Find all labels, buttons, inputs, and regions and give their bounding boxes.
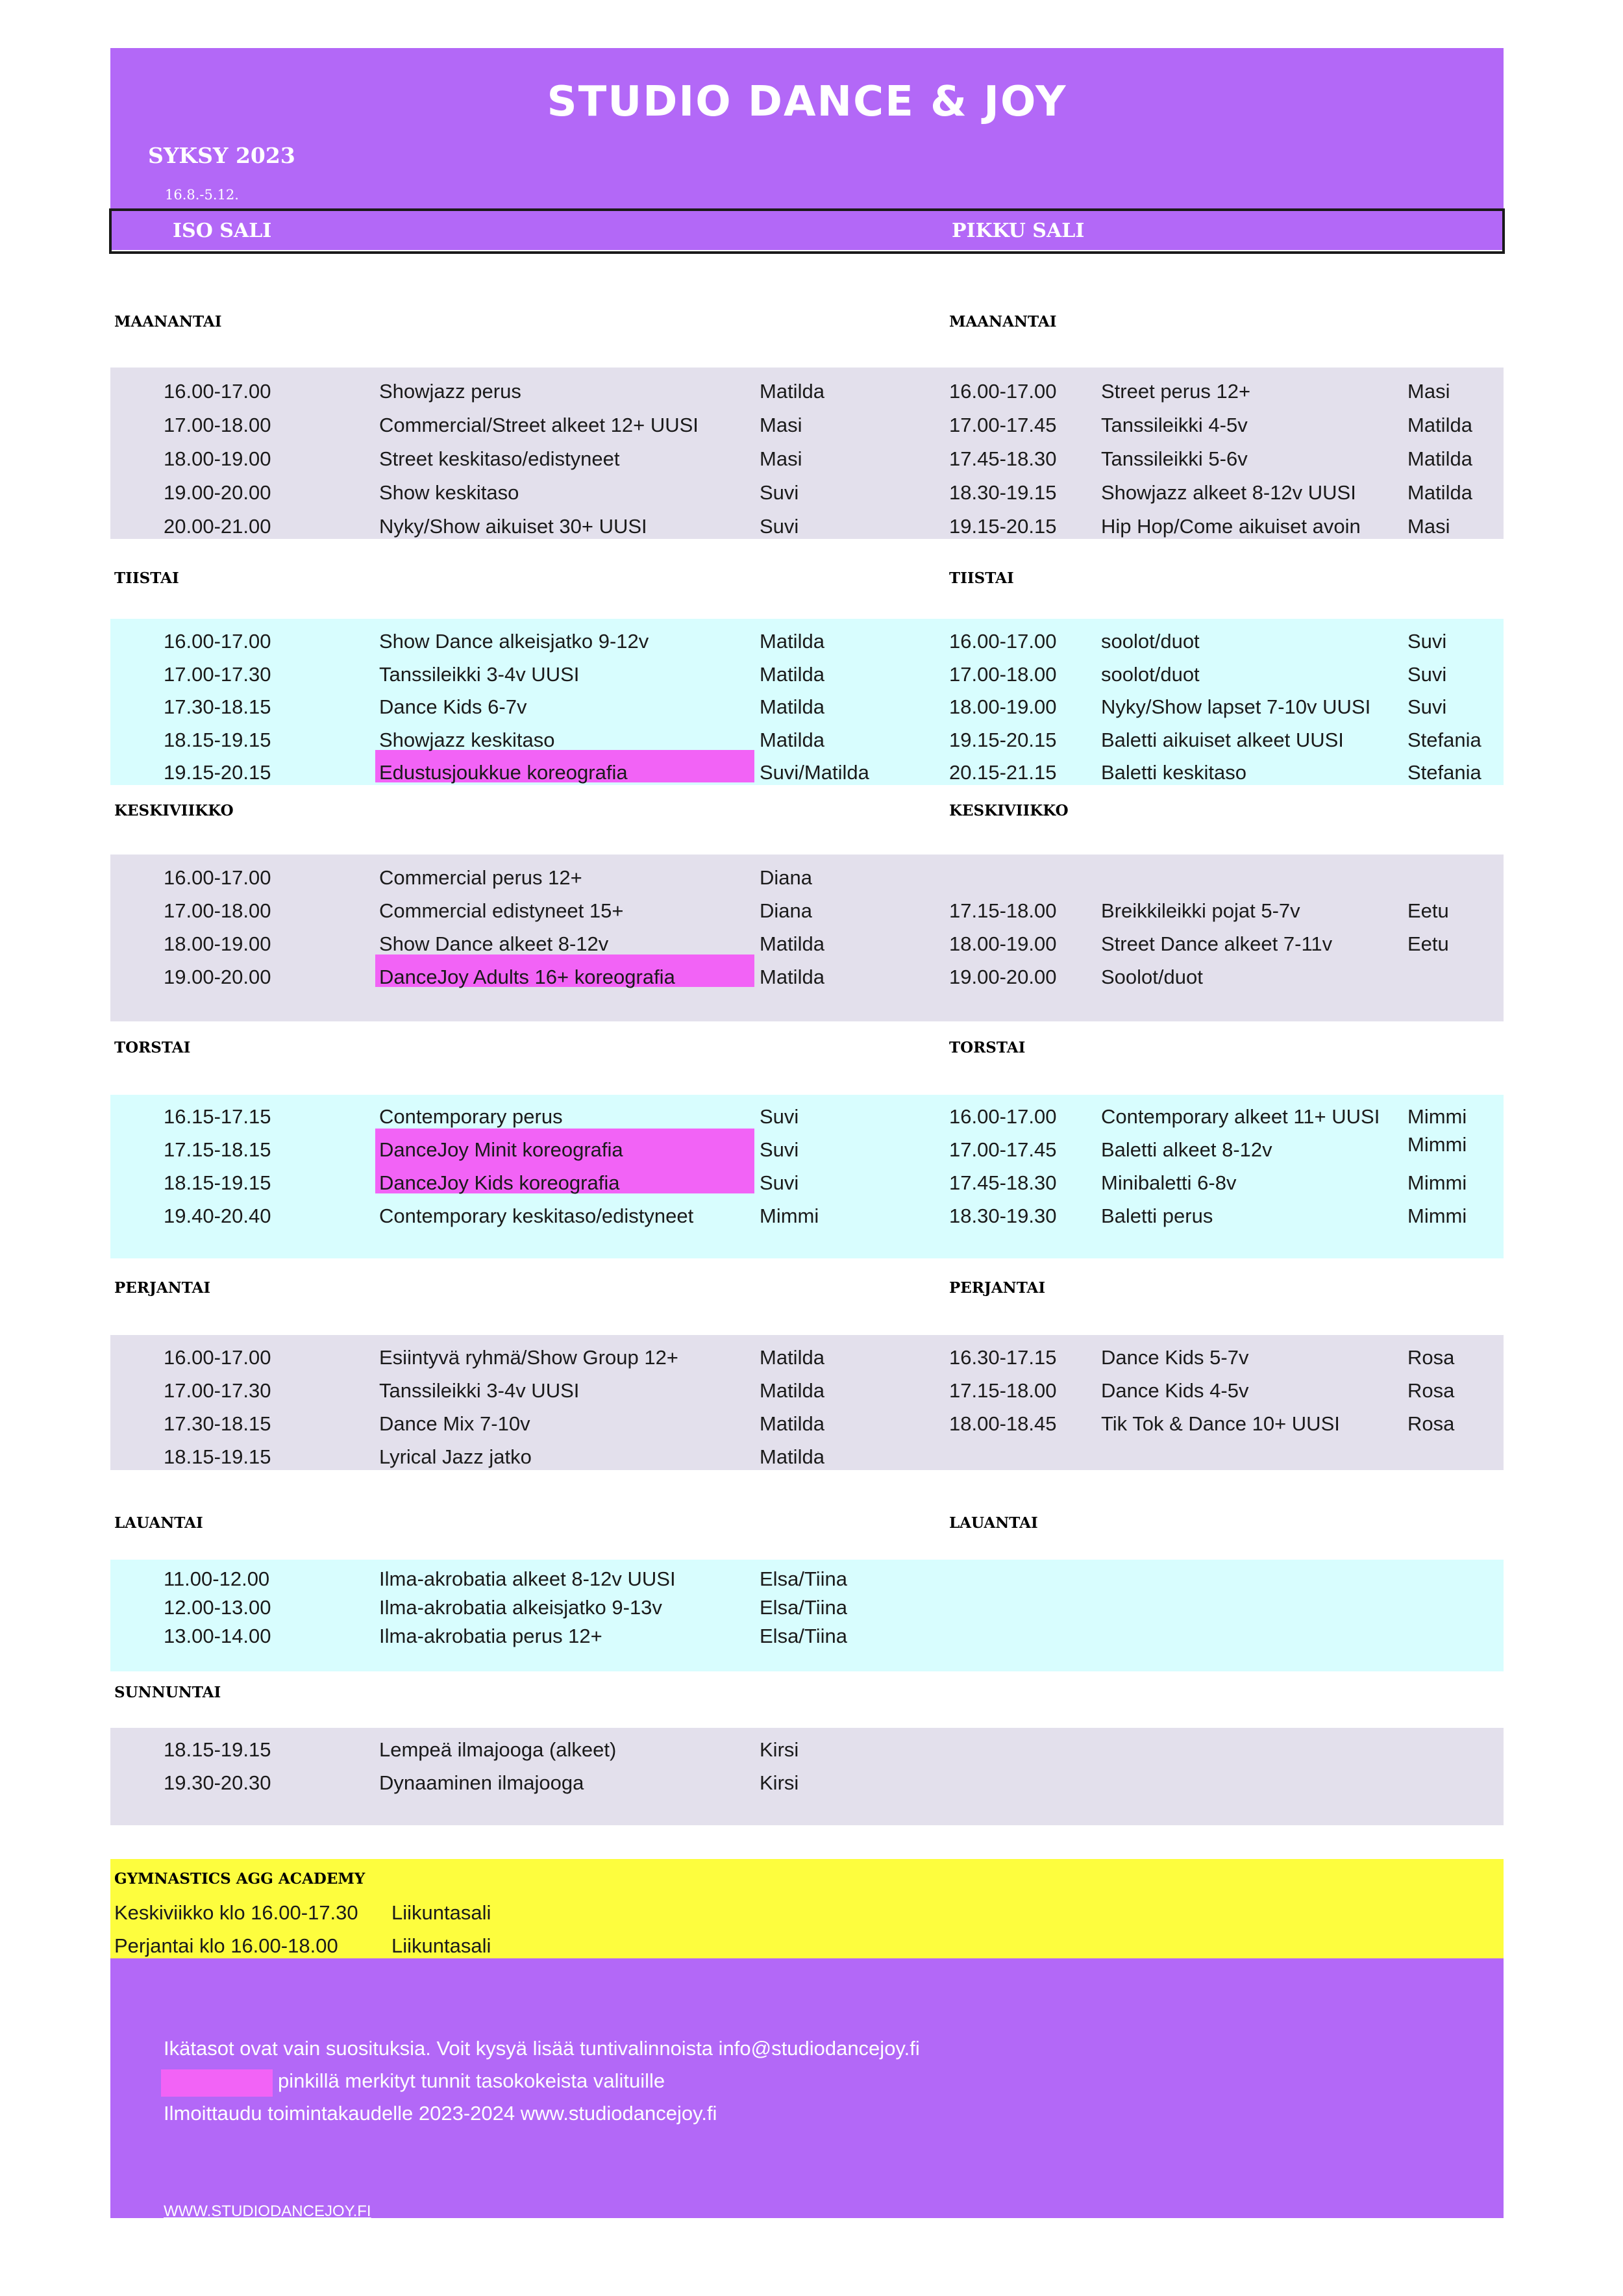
- mon-left-row-2-class: Commercial/Street alkeet 12+ UUSI: [379, 414, 699, 436]
- wed-right-row-3-time: 19.00-20.00: [949, 966, 1057, 988]
- tue-left-row-2-teacher: Matilda: [760, 663, 824, 686]
- mon-left-row-1-teacher: Matilda: [760, 380, 824, 403]
- mon-right-row-4-teacher: Matilda: [1407, 481, 1472, 504]
- wed-right-row-3-class: Soolot/duot: [1101, 966, 1203, 988]
- hall-header-box: [109, 208, 1505, 254]
- mon-left-row-5-class: Nyky/Show aikuiset 30+ UUSI: [379, 515, 647, 538]
- mon-left-row-3-class: Street keskitaso/edistyneet: [379, 447, 620, 470]
- sun-left-row-1-class: Lempeä ilmajooga (alkeet): [379, 1738, 617, 1761]
- thu-left-row-3-time: 18.15-19.15: [164, 1171, 271, 1194]
- day-label-saturday-right: LAUANTAI: [949, 1514, 1038, 1532]
- tue-left-row-1-class: Show Dance alkeisjatko 9-12v: [379, 630, 649, 653]
- wed-left-row-1-class: Commercial perus 12+: [379, 866, 582, 889]
- sat-left-row-3-time: 13.00-14.00: [164, 1625, 271, 1647]
- day-label-friday-left: PERJANTAI: [114, 1279, 211, 1297]
- tue-right-row-1-class: soolot/duot: [1101, 630, 1200, 653]
- sat-left-row-2-class: Ilma-akrobatia alkeisjatko 9-13v: [379, 1596, 662, 1619]
- thu-left-row-1-class: Contemporary perus: [379, 1105, 563, 1128]
- tue-right-row-3-class: Nyky/Show lapset 7-10v UUSI: [1101, 695, 1371, 718]
- tue-left-row-4-time: 18.15-19.15: [164, 729, 271, 751]
- wed-right-row-2-time: 18.00-19.00: [949, 932, 1057, 955]
- footer-line-1: Ikätasot ovat vain suosituksia. Voit kysyä lisää tuntivalinnoista info@studiodancejoy.fi: [164, 2037, 920, 2060]
- fri-right-row-1-class: Dance Kids 5-7v: [1101, 1346, 1249, 1369]
- fri-left-row-2-time: 17.00-17.30: [164, 1379, 271, 1402]
- wed-left-row-2-time: 17.00-18.00: [164, 899, 271, 922]
- tue-right-row-2-time: 17.00-18.00: [949, 663, 1057, 686]
- wed-right-row-1-time: 17.15-18.00: [949, 899, 1057, 922]
- day-label-wednesday-left: KESKIVIIKKO: [114, 802, 234, 819]
- tue-left-row-3-time: 17.30-18.15: [164, 695, 271, 718]
- fri-right-row-1-time: 16.30-17.15: [949, 1346, 1057, 1369]
- mon-right-row-1-teacher: Masi: [1407, 380, 1450, 403]
- tue-left-row-2-time: 17.00-17.30: [164, 663, 271, 686]
- tue-left-row-3-class: Dance Kids 6-7v: [379, 695, 527, 718]
- mon-left-row-1-time: 16.00-17.00: [164, 380, 271, 403]
- day-label-thursday-left: TORSTAI: [114, 1039, 191, 1056]
- thu-left-row-3-teacher: Suvi: [760, 1171, 799, 1194]
- wed-left-row-4-teacher: Matilda: [760, 966, 824, 988]
- tue-right-row-3-teacher: Suvi: [1407, 695, 1447, 718]
- thu-right-row-2-teacher: Mimmi: [1407, 1133, 1467, 1156]
- tue-right-row-1-time: 16.00-17.00: [949, 630, 1057, 653]
- fri-right-row-2-teacher: Rosa: [1407, 1379, 1455, 1402]
- fri-left-row-1-teacher: Matilda: [760, 1346, 824, 1369]
- page-title: STUDIO DANCE & JOY: [547, 78, 1067, 126]
- mon-right-row-3-time: 17.45-18.30: [949, 447, 1057, 470]
- thu-right-row-1-teacher: Mimmi: [1407, 1105, 1467, 1128]
- thu-right-row-1-class: Contemporary alkeet 11+ UUSI: [1101, 1105, 1380, 1128]
- wed-left-row-3-time: 18.00-19.00: [164, 932, 271, 955]
- thu-right-row-4-teacher: Mimmi: [1407, 1204, 1467, 1227]
- sat-left-row-3-class: Ilma-akrobatia perus 12+: [379, 1625, 602, 1647]
- fri-left-row-1-class: Esiintyvä ryhmä/Show Group 12+: [379, 1346, 678, 1369]
- day-label-tuesday-left: TIISTAI: [114, 569, 179, 587]
- sun-left-row-1-time: 18.15-19.15: [164, 1738, 271, 1761]
- thu-right-row-4-time: 18.30-19.30: [949, 1204, 1057, 1227]
- wed-left-row-3-class: Show Dance alkeet 8-12v: [379, 932, 609, 955]
- mon-left-row-3-time: 18.00-19.00: [164, 447, 271, 470]
- mon-right-row-4-time: 18.30-19.15: [949, 481, 1057, 504]
- fri-right-row-3-teacher: Rosa: [1407, 1412, 1455, 1435]
- fri-right-row-3-time: 18.00-18.45: [949, 1412, 1057, 1435]
- wed-right-row-2-teacher: Eetu: [1407, 932, 1449, 955]
- tue-right-row-3-time: 18.00-19.00: [949, 695, 1057, 718]
- day-label-monday-left: MAANANTAI: [114, 313, 222, 331]
- gymnastics-title: GYMNASTICS AGG ACADEMY: [114, 1870, 365, 1888]
- thu-right-row-3-class: Minibaletti 6-8v: [1101, 1171, 1237, 1194]
- sat-left-row-1-teacher: Elsa/Tiina: [760, 1567, 847, 1590]
- mon-right-row-3-teacher: Matilda: [1407, 447, 1472, 470]
- thu-left-row-2-class: DanceJoy Minit koreografia: [379, 1138, 623, 1161]
- fri-right-row-3-class: Tik Tok & Dance 10+ UUSI: [1101, 1412, 1340, 1435]
- tue-right-row-4-time: 19.15-20.15: [949, 729, 1057, 751]
- tue-left-row-4-teacher: Matilda: [760, 729, 824, 751]
- band-sunday: [110, 1728, 1504, 1825]
- fri-left-row-1-time: 16.00-17.00: [164, 1346, 271, 1369]
- tue-left-row-1-teacher: Matilda: [760, 630, 824, 653]
- mon-left-row-5-time: 20.00-21.00: [164, 515, 271, 538]
- season-label: SYKSY 2023: [148, 143, 295, 168]
- fri-right-row-2-class: Dance Kids 4-5v: [1101, 1379, 1249, 1402]
- sat-left-row-2-teacher: Elsa/Tiina: [760, 1596, 847, 1619]
- tue-left-row-5-teacher: Suvi/Matilda: [760, 761, 869, 784]
- mon-right-row-2-class: Tanssileikki 4-5v: [1101, 414, 1248, 436]
- thu-left-row-4-teacher: Mimmi: [760, 1204, 819, 1227]
- mon-left-row-4-teacher: Suvi: [760, 481, 799, 504]
- day-label-wednesday-right: KESKIVIIKKO: [949, 802, 1069, 819]
- tue-left-row-2-class: Tanssileikki 3-4v UUSI: [379, 663, 580, 686]
- mon-right-row-2-time: 17.00-17.45: [949, 414, 1057, 436]
- footer-line-3: Ilmoittaudu toimintakaudelle 2023-2024 www.studiodancejoy.fi: [164, 2102, 717, 2125]
- mon-right-row-3-class: Tanssileikki 5-6v: [1101, 447, 1248, 470]
- wed-left-row-4-class: DanceJoy Adults 16+ koreografia: [379, 966, 675, 988]
- sat-left-row-2-time: 12.00-13.00: [164, 1596, 271, 1619]
- mon-right-row-1-time: 16.00-17.00: [949, 380, 1057, 403]
- hall-right-label: PIKKU SALI: [952, 219, 1085, 242]
- thu-left-row-4-time: 19.40-20.40: [164, 1204, 271, 1227]
- thu-right-row-2-class: Baletti alkeet 8-12v: [1101, 1138, 1272, 1161]
- mon-right-row-1-class: Street perus 12+: [1101, 380, 1251, 403]
- fri-right-row-2-time: 17.15-18.00: [949, 1379, 1057, 1402]
- tue-left-row-5-class: Edustusjoukkue koreografia: [379, 761, 628, 784]
- footer-line-2: pinkillä merkityt tunnit tasokokeista valituille: [278, 2069, 665, 2092]
- gymnastics-row-1-when: Keskiviikko klo 16.00-17.30: [114, 1901, 358, 1924]
- fri-left-row-3-class: Dance Mix 7-10v: [379, 1412, 530, 1435]
- thu-left-row-1-teacher: Suvi: [760, 1105, 799, 1128]
- fri-right-row-1-teacher: Rosa: [1407, 1346, 1455, 1369]
- wed-left-row-3-teacher: Matilda: [760, 932, 824, 955]
- sat-left-row-3-teacher: Elsa/Tiina: [760, 1625, 847, 1647]
- tue-right-row-5-teacher: Stefania: [1407, 761, 1481, 784]
- thu-left-row-2-time: 17.15-18.15: [164, 1138, 271, 1161]
- tue-right-row-5-class: Baletti keskitaso: [1101, 761, 1246, 784]
- wed-right-row-1-teacher: Eetu: [1407, 899, 1449, 922]
- tue-right-row-2-teacher: Suvi: [1407, 663, 1447, 686]
- thu-left-row-1-time: 16.15-17.15: [164, 1105, 271, 1128]
- sat-left-row-1-class: Ilma-akrobatia alkeet 8-12v UUSI: [379, 1567, 676, 1590]
- fri-left-row-3-time: 17.30-18.15: [164, 1412, 271, 1435]
- mon-right-row-5-class: Hip Hop/Come aikuiset avoin: [1101, 515, 1361, 538]
- mon-left-row-2-teacher: Masi: [760, 414, 802, 436]
- footer-website-link[interactable]: WWW.STUDIODANCEJOY.FI: [164, 2202, 371, 2220]
- mon-right-row-4-class: Showjazz alkeet 8-12v UUSI: [1101, 481, 1356, 504]
- thu-left-row-4-class: Contemporary keskitaso/edistyneet: [379, 1204, 694, 1227]
- fri-left-row-2-teacher: Matilda: [760, 1379, 824, 1402]
- day-label-friday-right: PERJANTAI: [949, 1279, 1046, 1297]
- mon-left-row-2-time: 17.00-18.00: [164, 414, 271, 436]
- season-dates: 16.8.-5.12.: [165, 187, 239, 203]
- wed-right-row-1-class: Breikkileikki pojat 5-7v: [1101, 899, 1300, 922]
- fri-left-row-2-class: Tanssileikki 3-4v UUSI: [379, 1379, 580, 1402]
- thu-right-row-3-time: 17.45-18.30: [949, 1171, 1057, 1194]
- fri-left-row-4-class: Lyrical Jazz jatko: [379, 1445, 532, 1468]
- thu-right-row-4-class: Baletti perus: [1101, 1204, 1213, 1227]
- mon-left-row-4-time: 19.00-20.00: [164, 481, 271, 504]
- wed-left-row-2-teacher: Diana: [760, 899, 812, 922]
- day-label-monday-right: MAANANTAI: [949, 313, 1057, 331]
- mon-left-row-4-class: Show keskitaso: [379, 481, 519, 504]
- mon-left-row-1-class: Showjazz perus: [379, 380, 521, 403]
- thu-right-row-1-time: 16.00-17.00: [949, 1105, 1057, 1128]
- sat-left-row-1-time: 11.00-12.00: [164, 1567, 270, 1590]
- day-label-tuesday-right: TIISTAI: [949, 569, 1014, 587]
- day-label-saturday-left: LAUANTAI: [114, 1514, 203, 1532]
- sun-left-row-2-time: 19.30-20.30: [164, 1771, 271, 1794]
- tue-right-row-4-teacher: Stefania: [1407, 729, 1481, 751]
- thu-left-row-2-teacher: Suvi: [760, 1138, 799, 1161]
- sun-left-row-1-teacher: Kirsi: [760, 1738, 799, 1761]
- tue-right-row-4-class: Baletti aikuiset alkeet UUSI: [1101, 729, 1344, 751]
- thu-right-row-3-teacher: Mimmi: [1407, 1171, 1467, 1194]
- mon-right-row-5-teacher: Masi: [1407, 515, 1450, 538]
- mon-left-row-3-teacher: Masi: [760, 447, 802, 470]
- tue-left-row-3-teacher: Matilda: [760, 695, 824, 718]
- mon-left-row-5-teacher: Suvi: [760, 515, 799, 538]
- fri-left-row-3-teacher: Matilda: [760, 1412, 824, 1435]
- wed-left-row-4-time: 19.00-20.00: [164, 966, 271, 988]
- sun-left-row-2-teacher: Kirsi: [760, 1771, 799, 1794]
- gymnastics-row-2-where: Liikuntasali: [391, 1934, 491, 1957]
- thu-left-row-3-class: DanceJoy Kids koreografia: [379, 1171, 620, 1194]
- mon-right-row-5-time: 19.15-20.15: [949, 515, 1057, 538]
- footer-pink-swatch: [161, 2069, 273, 2097]
- tue-right-row-2-class: soolot/duot: [1101, 663, 1200, 686]
- tue-left-row-1-time: 16.00-17.00: [164, 630, 271, 653]
- wed-right-row-2-class: Street Dance alkeet 7-11v: [1101, 932, 1333, 955]
- day-label-thursday-right: TORSTAI: [949, 1039, 1026, 1056]
- thu-right-row-2-time: 17.00-17.45: [949, 1138, 1057, 1161]
- fri-left-row-4-teacher: Matilda: [760, 1445, 824, 1468]
- gymnastics-row-2-when: Perjantai klo 16.00-18.00: [114, 1934, 338, 1957]
- sun-left-row-2-class: Dynaaminen ilmajooga: [379, 1771, 584, 1794]
- gymnastics-row-1-where: Liikuntasali: [391, 1901, 491, 1924]
- hall-left-label: ISO SALI: [173, 219, 272, 242]
- tue-left-row-5-time: 19.15-20.15: [164, 761, 271, 784]
- tue-right-row-5-time: 20.15-21.15: [949, 761, 1057, 784]
- wed-left-row-1-teacher: Diana: [760, 866, 812, 889]
- wed-left-row-2-class: Commercial edistyneet 15+: [379, 899, 624, 922]
- tue-right-row-1-teacher: Suvi: [1407, 630, 1447, 653]
- wed-left-row-1-time: 16.00-17.00: [164, 866, 271, 889]
- mon-right-row-2-teacher: Matilda: [1407, 414, 1472, 436]
- tue-left-row-4-class: Showjazz keskitaso: [379, 729, 555, 751]
- fri-left-row-4-time: 18.15-19.15: [164, 1445, 271, 1468]
- day-label-sunday-left: SUNNUNTAI: [114, 1684, 221, 1701]
